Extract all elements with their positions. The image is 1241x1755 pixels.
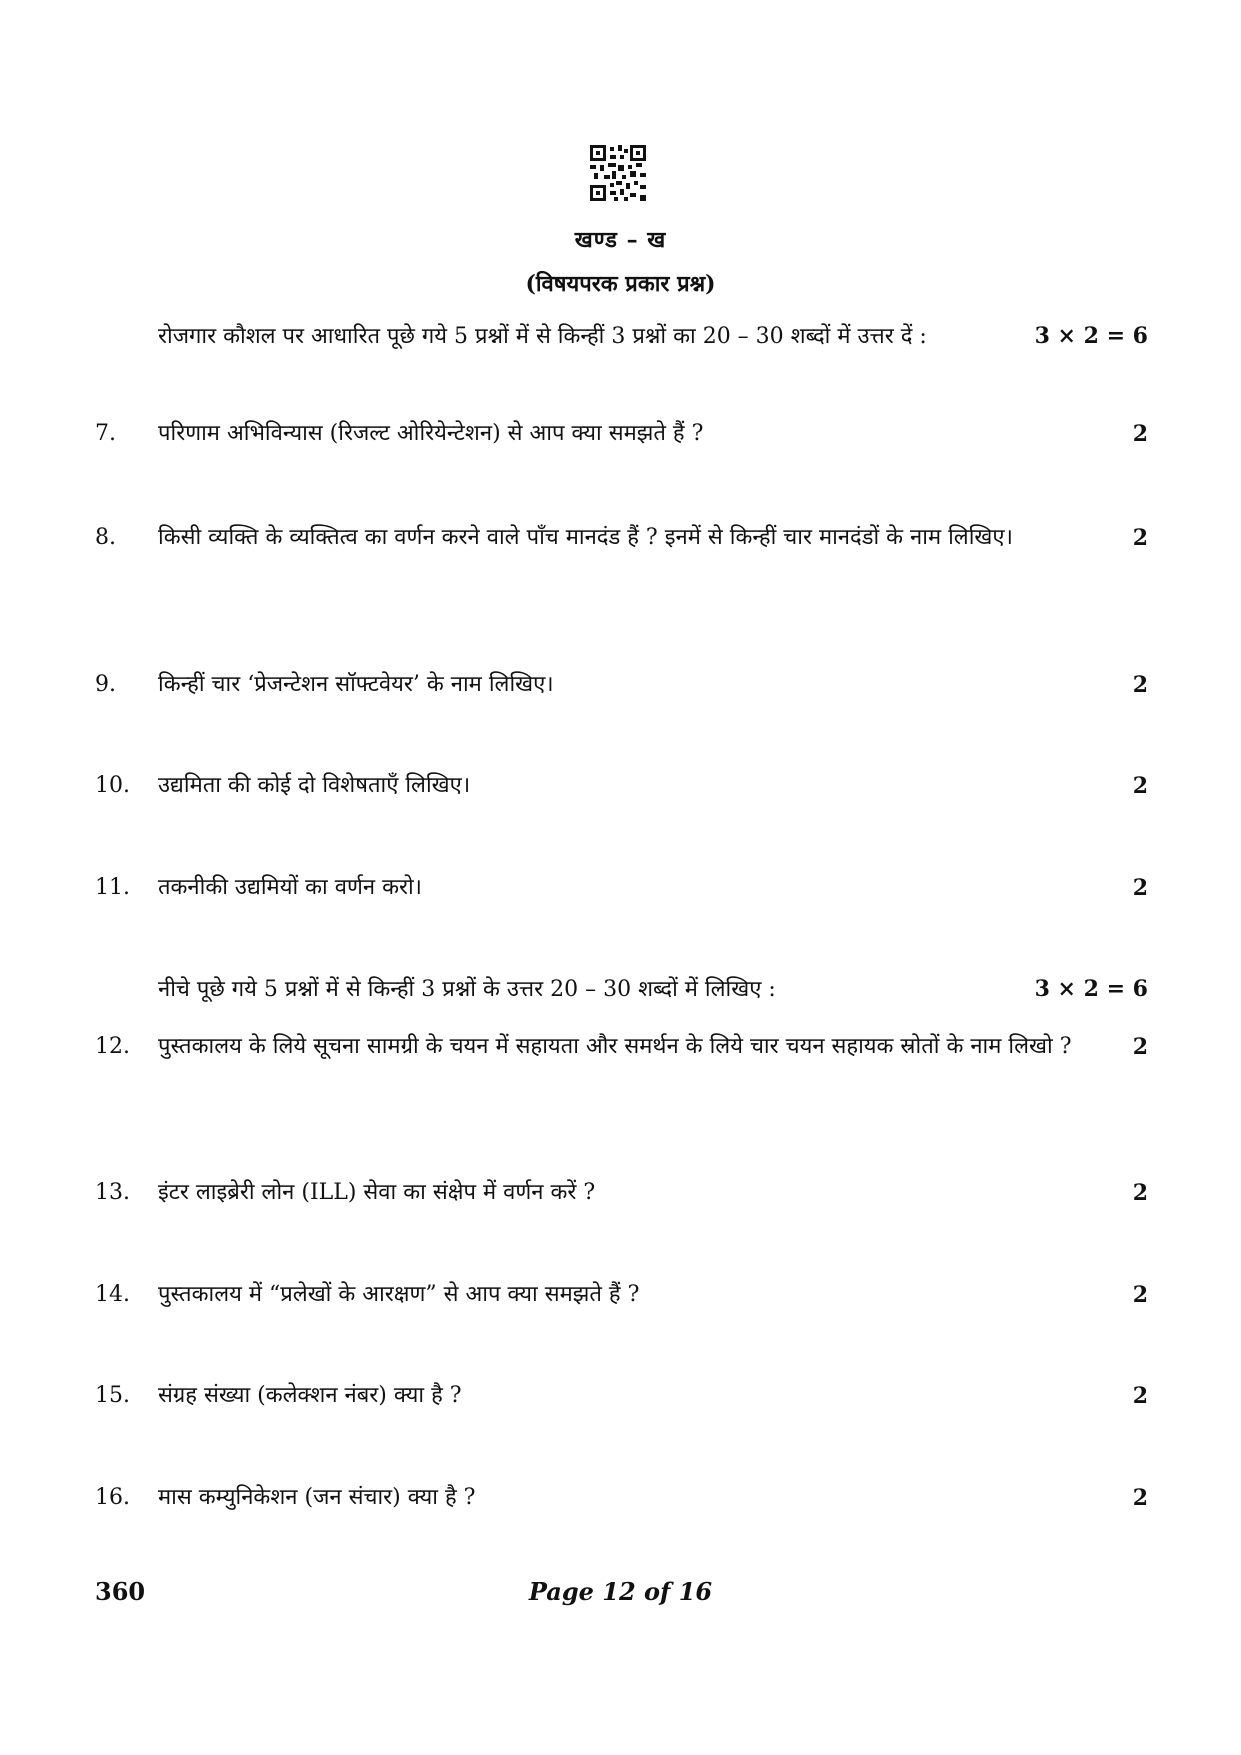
question-16 — [95, 1474, 1148, 1522]
question-text: मास कम्युनिकेशन (जन संचार) क्या है ? — [158, 1485, 476, 1510]
question-text: पुस्तकालय में “प्रलेखों के आरक्षण” से आप क्या समझते हैं ? — [158, 1282, 640, 1307]
question-number: 10. — [95, 773, 130, 798]
question-text: किसी व्यक्ति के व्यक्तित्व का वर्णन करने वाले पाँच मानदंड हैं ? इनमें से किन्हीं चार मानदंडों के नाम लिखिए। — [158, 525, 1013, 550]
question-number: 14. — [95, 1282, 130, 1307]
question-number: 8. — [95, 525, 116, 550]
question-15 — [95, 1372, 1148, 1420]
section-title: खण्ड – ख — [574, 227, 667, 253]
qr-code-icon — [590, 145, 646, 201]
question-marks: 2 — [1132, 672, 1148, 698]
question-marks: 2 — [1132, 875, 1148, 901]
paper-code: 360 — [95, 1577, 146, 1606]
instruction-score: 3 × 2 = 6 — [1034, 976, 1148, 1002]
question-10 — [95, 762, 1148, 810]
instruction-employability — [158, 320, 1148, 350]
question-number: 7. — [95, 421, 116, 446]
question-12 — [95, 1023, 1148, 1071]
question-14 — [95, 1271, 1148, 1319]
question-text: इंटर लाइब्रेरी लोन (ILL) सेवा का संक्षेप में वर्णन करें ? — [158, 1180, 596, 1205]
page-number: Page 12 of 16 — [528, 1577, 713, 1606]
question-9 — [95, 661, 1148, 709]
question-number: 9. — [95, 672, 116, 697]
question-13 — [95, 1169, 1148, 1217]
instruction-score: 3 × 2 = 6 — [1034, 323, 1148, 349]
question-marks: 2 — [1132, 525, 1148, 551]
question-marks: 2 — [1132, 1282, 1148, 1308]
question-number: 15. — [95, 1383, 130, 1408]
question-11 — [95, 864, 1148, 912]
question-marks: 2 — [1132, 1485, 1148, 1511]
question-marks: 2 — [1132, 421, 1148, 447]
question-number: 12. — [95, 1034, 130, 1059]
question-text: पुस्तकालय के लिये सूचना सामग्री के चयन में सहायता और समर्थन के लिये चार चयन सहायक स्रोतों के नाम लिखो ? — [158, 1034, 1072, 1059]
question-marks: 2 — [1132, 1034, 1148, 1060]
question-marks: 2 — [1132, 773, 1148, 799]
question-7 — [95, 410, 1148, 458]
question-8 — [95, 514, 1148, 562]
question-text: उद्यमिता की कोई दो विशेषताएँ लिखिए। — [158, 773, 471, 798]
question-marks: 2 — [1132, 1383, 1148, 1409]
question-number: 16. — [95, 1485, 130, 1510]
question-text: संग्रह संख्या (कलेक्शन नंबर) क्या है ? — [158, 1383, 462, 1408]
instruction-library — [158, 973, 1148, 1003]
question-number: 11. — [95, 875, 130, 900]
question-text: किन्हीं चार ‘प्रेजन्टेशन सॉफ्टवेयर’ के नाम लिखिए। — [158, 672, 554, 697]
section-subtitle: (विषयपरक प्रकार प्रश्न) — [525, 271, 716, 297]
instruction-text: रोजगार कौशल पर आधारित पूछे गये 5 प्रश्नों में से किन्हीं 3 प्रश्नों का 20 – 30 शब्दों में उत्तर दें : — [158, 324, 927, 349]
question-text: परिणाम अभिविन्यास (रिजल्ट ओरियेन्टेशन) से आप क्या समझते हैं ? — [158, 421, 704, 446]
question-number: 13. — [95, 1180, 130, 1205]
question-marks: 2 — [1132, 1180, 1148, 1206]
question-text: तकनीकी उद्यमियों का वर्णन करो। — [158, 875, 423, 900]
instruction-text: नीचे पूछे गये 5 प्रश्नों में से किन्हीं 3 प्रश्नों के उत्तर 20 – 30 शब्दों में लिखिए : — [158, 977, 776, 1002]
